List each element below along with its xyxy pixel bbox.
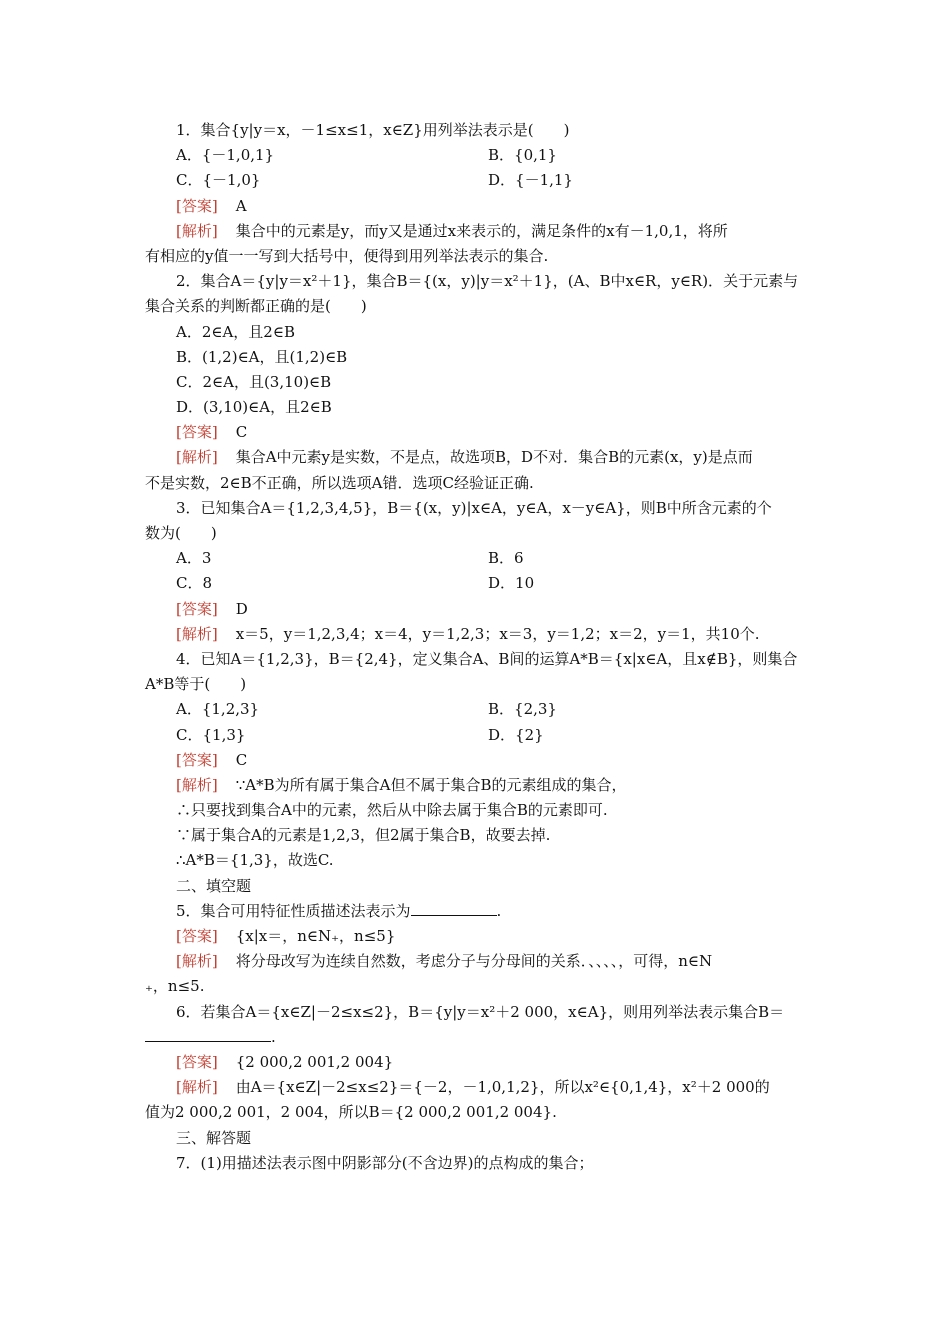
text-line <box>0 370 950 395</box>
answer-blank <box>411 901 497 916</box>
line-text: 3．已知集合A＝{1,2,3,4,5}，B＝{(x，y)|x∈A，y∈A，x－y∈A}，则B中所含元素的个 <box>176 498 772 517</box>
line-text: D <box>235 599 248 618</box>
line-text-after: . <box>271 1027 276 1046</box>
option-right: D．{－1,1} <box>488 171 573 190</box>
line-text: A*B等于( ) <box>145 675 247 694</box>
line-text: D．(3,10)∈A，且2∈B <box>176 398 332 417</box>
option-right: B．{2,3} <box>488 700 557 719</box>
section-tag: [解析] <box>176 775 218 794</box>
section-tag: [解析] <box>176 952 218 971</box>
section-tag: [答案] <box>176 1052 218 1071</box>
line-text: C．8 <box>176 574 213 593</box>
line-text: 1．集合{y|y＝x，－1≤x≤1，x∈Z}用列举法表示是( ) <box>176 121 570 139</box>
text-line <box>0 974 950 999</box>
line-text: 集合中的元素是y，而y又是通过x来表示的，满足条件的x有－1,0,1，将所 <box>235 221 728 240</box>
document-page <box>0 118 950 1176</box>
text-line <box>0 1050 950 1075</box>
text-line <box>0 521 950 546</box>
section-tag: [答案] <box>176 750 218 769</box>
text-line <box>0 320 950 345</box>
line-text: C <box>235 423 248 442</box>
line-text: ∴只要找到集合A中的元素，然后从中除去属于集合B的元素即可. <box>176 801 608 820</box>
text-line <box>0 118 950 143</box>
text-line <box>0 294 950 319</box>
section-tag: [答案] <box>176 423 218 442</box>
text-line <box>0 194 950 219</box>
text-line <box>0 445 950 470</box>
line-text: 值为2 000,2 001，2 004，所以B＝{2 000,2 001,2 004}. <box>145 1103 557 1122</box>
text-line <box>0 874 950 899</box>
line-text: 三、解答题 <box>176 1128 252 1147</box>
line-text: 5．集合可用特征性质描述法表示为 <box>176 901 411 920</box>
text-line <box>0 597 950 622</box>
line-text: 7．(1)用描述法表示图中阴影部分(不含边界)的点构成的集合； <box>176 1153 594 1172</box>
section-tag: [答案] <box>176 196 218 215</box>
line-text: {2 000,2 001,2 004} <box>235 1052 394 1071</box>
text-line <box>0 345 950 370</box>
text-line <box>0 899 950 924</box>
text-line <box>0 420 950 445</box>
text-line <box>0 723 950 748</box>
text-line <box>0 924 950 949</box>
text-line <box>0 1126 950 1151</box>
text-line <box>0 949 950 974</box>
option-right: B．6 <box>488 549 524 568</box>
text-line <box>0 1000 950 1025</box>
line-text: A <box>235 196 247 215</box>
line-text: 由A＝{x∈Z|－2≤x≤2}＝{－2，－1,0,1,2}，所以x²∈{0,1,4}，x²＋2 000的 <box>235 1078 770 1097</box>
text-line <box>0 395 950 420</box>
section-tag: [答案] <box>176 599 218 618</box>
text-line <box>0 1025 950 1050</box>
line-text: 不是实数，2∈B不正确，所以选项A错．选项C经验证正确. <box>145 473 534 492</box>
text-line <box>0 773 950 798</box>
text-line <box>0 1100 950 1125</box>
text-line <box>0 143 950 168</box>
line-text: ₊，n≤5. <box>145 977 205 996</box>
text-line <box>0 571 950 596</box>
section-tag: [解析] <box>176 448 218 467</box>
line-text: A．{1,2,3} <box>176 700 260 719</box>
line-text: A．2∈A，且2∈B <box>176 322 295 341</box>
line-text: 集合关系的判断都正确的是( ) <box>145 297 367 316</box>
option-right: D．{2} <box>488 725 544 744</box>
text-line <box>0 622 950 647</box>
line-text: C．2∈A，且(3,10)∈B <box>176 372 332 391</box>
text-line <box>0 823 950 848</box>
section-tag: [解析] <box>176 624 218 643</box>
line-text: 二、填空题 <box>176 876 252 895</box>
line-text: ∵A*B为所有属于集合A但不属于集合B的元素组成的集合， <box>235 775 627 794</box>
line-text: C．{－1,0} <box>176 171 261 190</box>
line-text: ∴A*B＝{1,3}，故选C. <box>176 851 334 870</box>
text-line <box>0 748 950 773</box>
line-text: C <box>235 750 248 769</box>
line-text: 数为( ) <box>145 524 217 542</box>
text-line <box>0 1151 950 1176</box>
text-line <box>0 672 950 697</box>
text-line <box>0 1075 950 1100</box>
line-text: {x|x＝，n∈N₊，n≤5} <box>235 927 396 945</box>
section-tag: [答案] <box>176 927 218 945</box>
text-line <box>0 471 950 496</box>
line-text: 4．已知A＝{1,2,3}，B＝{2,4}，定义集合A、B间的运算A*B＝{x|x∈A，且x∉B}，则集合 <box>176 649 798 668</box>
line-text: 集合A中元素y是实数，不是点，故选项B，D不对．集合B的元素(x，y)是点而 <box>235 448 753 467</box>
text-line <box>0 647 950 672</box>
line-text: B．(1,2)∈A，且(1,2)∈B <box>176 347 348 366</box>
line-text: A．{－1,0,1} <box>176 146 275 165</box>
line-text: A．3 <box>176 549 212 568</box>
text-line <box>0 168 950 193</box>
line-text: C．{1,3} <box>176 725 246 744</box>
line-text-after: . <box>496 901 502 920</box>
text-line <box>0 496 950 521</box>
text-line <box>0 848 950 873</box>
text-line <box>0 219 950 244</box>
line-text: 将分母改写为连续自然数，考虑分子与分母间的关系．、、、、，可得，n∈N <box>235 952 713 971</box>
section-tag: [解析] <box>176 1078 218 1097</box>
text-line <box>0 697 950 722</box>
line-text: 2．集合A＝{y|y＝x²＋1}，集合B＝{(x，y)|y＝x²＋1}，(A、B中x∈R，y∈R)．关于元素与 <box>176 272 799 291</box>
text-line <box>0 798 950 823</box>
line-text: 6．若集合A＝{x∈Z|－2≤x≤2}，B＝{y|y＝x²＋2 000，x∈A}，则用列举法表示集合B＝ <box>176 1002 785 1021</box>
option-right: B．{0,1} <box>488 146 557 165</box>
text-line <box>0 269 950 294</box>
line-text: 有相应的y值一一写到大括号中，便得到用列举法表示的集合. <box>145 246 549 265</box>
text-line <box>0 546 950 571</box>
text-line <box>0 244 950 269</box>
line-text: ∵属于集合A的元素是1,2,3，但2属于集合B，故要去掉. <box>176 826 551 845</box>
line-text: x＝5，y＝1,2,3,4；x＝4，y＝1,2,3；x＝3，y＝1,2；x＝2，y＝1，共10个. <box>235 624 760 643</box>
section-tag: [解析] <box>176 221 218 240</box>
option-right: D．10 <box>488 574 535 593</box>
answer-blank <box>145 1027 271 1042</box>
